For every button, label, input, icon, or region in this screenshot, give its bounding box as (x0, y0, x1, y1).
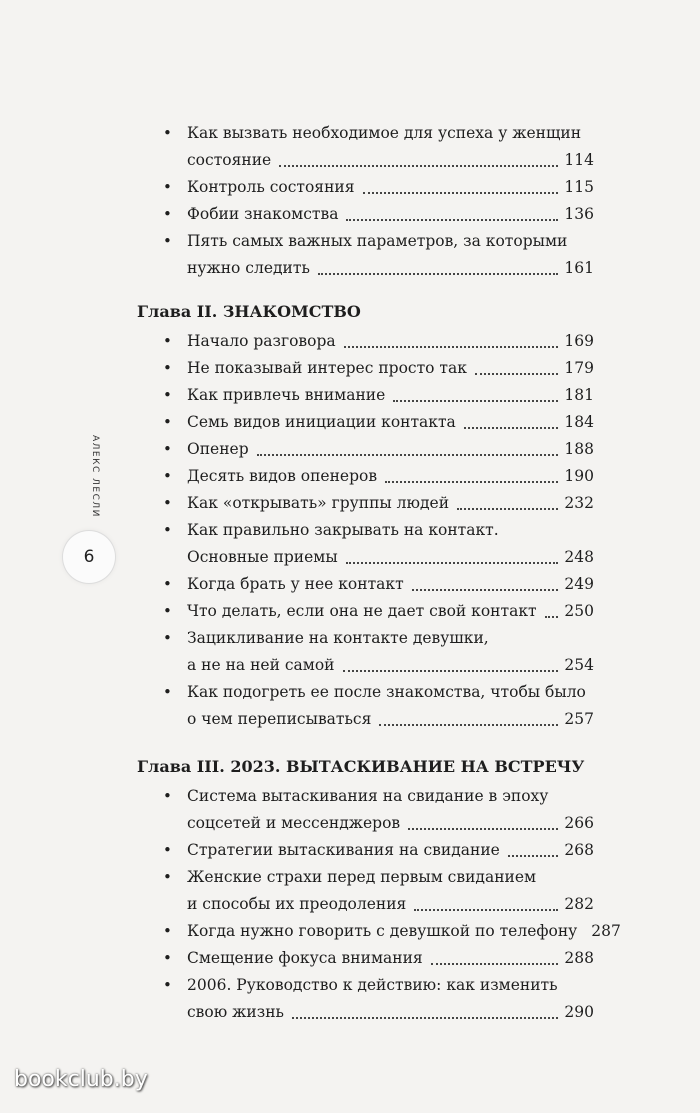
toc-entry (137, 174, 594, 201)
dot-leader (292, 1017, 558, 1019)
bullet-icon: • (163, 178, 172, 196)
toc-entry (137, 436, 594, 463)
toc-page-number: 249 (564, 575, 594, 593)
toc-entry (137, 328, 594, 355)
toc-entry (137, 837, 594, 864)
running-author-name: АЛЕКС ЛЕСЛИ (90, 435, 100, 518)
dot-leader (431, 963, 559, 965)
toc-entry (137, 517, 594, 571)
toc-entry (137, 120, 594, 174)
toc-entry (137, 355, 594, 382)
toc-entry-title-line: Зацикливание на контакте девушки, (187, 629, 489, 647)
toc-page-number: 257 (564, 710, 594, 728)
toc-entry-title: соцсетей и мессенджеров (187, 814, 401, 832)
site-watermark: bookclub.by (14, 1067, 148, 1092)
toc-entry-title: Опенер (187, 440, 249, 458)
toc-entry (137, 945, 594, 972)
dot-leader (464, 427, 559, 429)
toc-entry-title: Основные приемы (187, 548, 338, 566)
toc-page-number: 161 (564, 259, 594, 277)
toc-page-number: 115 (564, 178, 594, 196)
bullet-icon: • (163, 949, 172, 967)
toc-entry-title-line: Как правильно закрывать на контакт. (187, 521, 499, 539)
bullet-icon: • (163, 359, 172, 377)
toc-entry-title: а не на ней самой (187, 656, 335, 674)
toc-page-number: 287 (591, 922, 621, 940)
toc-entry-title: Смещение фокуса внимания (187, 949, 423, 967)
toc-page-number: 290 (564, 1003, 594, 1021)
dot-leader (346, 219, 558, 221)
dot-leader (412, 589, 559, 591)
toc-entry-title: нужно следить (187, 259, 310, 277)
toc-page-number: 254 (564, 656, 594, 674)
toc-entry (137, 625, 594, 679)
dot-leader (279, 165, 558, 167)
toc-entry (137, 864, 594, 918)
toc-page-number: 266 (564, 814, 594, 832)
toc-entry (137, 918, 621, 945)
toc-page-number: 184 (564, 413, 594, 431)
toc-entry-title: Контроль состояния (187, 178, 355, 196)
toc-entry-title: Как привлечь внимание (187, 386, 386, 404)
toc-entry-title: о чем переписываться (187, 710, 372, 728)
toc-entry (137, 490, 594, 517)
bullet-icon: • (163, 868, 172, 886)
dot-leader (343, 670, 559, 672)
dot-leader (508, 855, 559, 857)
toc-page-number: 190 (564, 467, 594, 485)
toc-entry (137, 679, 594, 733)
toc-entry (137, 972, 594, 1026)
toc-page-number: 136 (564, 205, 594, 223)
bullet-icon: • (163, 521, 172, 539)
toc-entry (137, 382, 594, 409)
dot-leader (545, 616, 559, 618)
dot-leader (408, 828, 558, 830)
dot-leader (393, 400, 558, 402)
toc-entry-title: Семь видов инициации контакта (187, 413, 456, 431)
dot-leader (318, 273, 559, 275)
toc-entry (137, 463, 594, 490)
intro-section (137, 120, 594, 282)
bullet-icon: • (163, 440, 172, 458)
toc-entry-title-line: Как подогреть ее после знакомства, чтобы было (187, 683, 586, 701)
toc-entry-title-line: Женские страхи перед первым свиданием (187, 868, 537, 886)
toc-page-number: 282 (564, 895, 594, 913)
toc-entry-title-line: Как вызвать необходимое для успеха у женщин (187, 124, 582, 142)
toc-page-number: 288 (564, 949, 594, 967)
toc-entry (137, 201, 594, 228)
dot-leader (346, 562, 559, 564)
dot-leader (414, 909, 558, 911)
bullet-icon: • (163, 494, 172, 512)
toc-page-number: 232 (564, 494, 594, 512)
dot-leader (457, 508, 558, 510)
toc-page-number: 248 (564, 548, 594, 566)
bullet-icon: • (163, 922, 172, 940)
bullet-icon: • (163, 629, 172, 647)
toc-entry-title: свою жизнь (187, 1003, 284, 1021)
toc-entry-title: Не показывай интерес просто так (187, 359, 467, 377)
toc-page-number: 114 (564, 151, 594, 169)
toc-page-number: 268 (564, 841, 594, 859)
bullet-icon: • (163, 386, 172, 404)
toc-entry-title: состояние (187, 151, 272, 169)
toc-entry-title: Десять видов опенеров (187, 467, 378, 485)
dot-leader (257, 454, 559, 456)
page-number: 6 (63, 531, 115, 583)
toc-entry-title: Что делать, если она не дает свой контакт (187, 602, 537, 620)
chapter-3-heading: Глава III. 2023. ВЫТАСКИВАНИЕ НА ВСТРЕЧУ (137, 757, 585, 776)
toc-entry-title-line: 2006. Руководство к действию: как изменить (187, 976, 558, 994)
bullet-icon: • (163, 467, 172, 485)
bullet-icon: • (163, 787, 172, 805)
bullet-icon: • (163, 205, 172, 223)
toc-entry-title: Когда нужно говорить с девушкой по телефону (187, 922, 578, 940)
toc-page-number: 250 (564, 602, 594, 620)
chapter-3-list (137, 783, 621, 1026)
dot-leader (344, 346, 559, 348)
toc-page-number: 188 (564, 440, 594, 458)
dot-leader (379, 724, 558, 726)
toc-entry-title-line: Система вытаскивания на свидание в эпоху (187, 787, 549, 805)
toc-entry-title: Когда брать у нее контакт (187, 575, 404, 593)
bullet-icon: • (163, 976, 172, 994)
table-of-contents (137, 120, 621, 1026)
toc-entry-title: Фобии знакомства (187, 205, 339, 223)
bullet-icon: • (163, 602, 172, 620)
toc-entry (137, 228, 594, 282)
toc-entry-title: и способы их преодоления (187, 895, 407, 913)
dot-leader (363, 192, 559, 194)
toc-entry (137, 598, 594, 625)
dot-leader (385, 481, 558, 483)
toc-entry-title: Стратегии вытаскивания на свидание (187, 841, 500, 859)
bullet-icon: • (163, 413, 172, 431)
bullet-icon: • (163, 683, 172, 701)
chapter-2-list (137, 328, 594, 733)
bullet-icon: • (163, 332, 172, 350)
toc-entry (137, 409, 594, 436)
toc-entry-title-line: Пять самых важных параметров, за которыми (187, 232, 568, 250)
toc-entry (137, 783, 594, 837)
toc-entry-title: Начало разговора (187, 332, 336, 350)
bullet-icon: • (163, 124, 172, 142)
toc-entry (137, 571, 594, 598)
toc-page-number: 181 (564, 386, 594, 404)
bullet-icon: • (163, 232, 172, 250)
toc-entry-title: Как «открывать» группы людей (187, 494, 450, 512)
chapter-2-heading: Глава II. ЗНАКОМСТВО (137, 302, 361, 321)
bullet-icon: • (163, 575, 172, 593)
toc-page-number: 179 (564, 359, 594, 377)
dot-leader (475, 373, 558, 375)
toc-page-number: 169 (564, 332, 594, 350)
bullet-icon: • (163, 841, 172, 859)
